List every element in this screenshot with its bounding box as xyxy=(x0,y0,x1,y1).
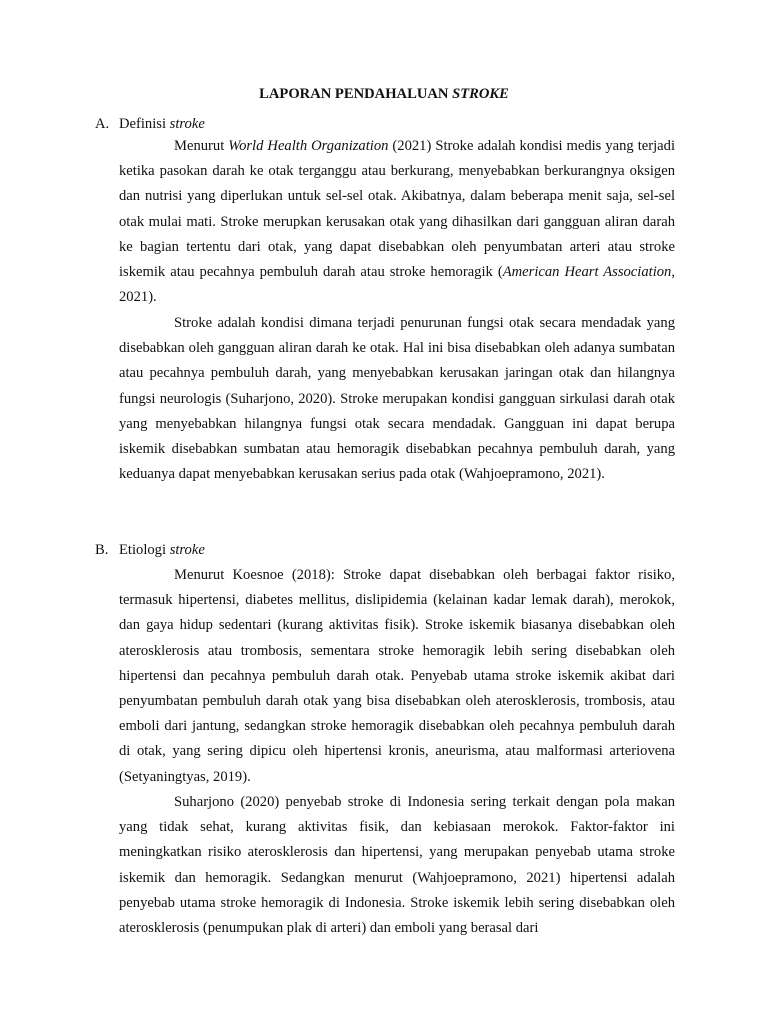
section-b-heading-text: Etiologi xyxy=(119,542,170,558)
section-b-heading-italic: stroke xyxy=(169,542,205,558)
section-a-paragraph-2: Stroke adalah kondisi dimana terjadi penurunan fungsi otak secara mendadak yang disebabkan oleh gangguan aliran darah ke otak. Hal ini bisa disebabkan oleh adanya sumbatan atau pecahnya pembuluh darah, yang menyebabkan kerusakan jaringan otak dan hilangnya fungsi neurologis (Suharjono, 2020). Stroke merupakan kondisi gangguan sirkulasi darah otak yang menyebabkan hilangnya fungsi otak secara mendadak. Gangguan ini dapat berupa iskemik disebabkan sumbatan atau hemoragik disebabkan pecahnya pembuluh darah, yang keduanya dapat menyebabkan kerusakan serius pada otak (Wahjoepramono, 2021). xyxy=(119,315,675,483)
section-a-p1-part-2: World Health Organization xyxy=(228,138,389,154)
section-a-p1-part-5: , 2021). xyxy=(119,264,675,306)
title-text: LAPORAN PENDAHALUAN xyxy=(259,86,453,102)
document-title xyxy=(0,84,768,104)
section-a-heading-text: Definisi xyxy=(119,116,170,132)
section-b-paragraph-2: Suharjono (2020) penyebab stroke di Indonesia sering terkait dengan pola makan yang tidak sehat, kurang aktivitas fisik, dan kebiasaan merokok. Faktor-faktor ini meningkatkan risiko aterosklerosis dan hipertensi, yang merupakan penyebab utama stroke iskemik dan hemoragik. Sedangkan menurut (Wahjoepramono, 2021) hipertensi adalah penyebab utama stroke hemoragik di Indonesia. Stroke iskemik lebih sering disebabkan oleh aterosklerosis (penumpukan plak di arteri) dan emboli yang berasal dari xyxy=(119,794,675,937)
section-a-p1-part-1: Menurut xyxy=(174,138,229,154)
section-b-letter: B. xyxy=(95,542,109,558)
section-b-heading xyxy=(95,540,205,560)
section-a-paragraph-1 xyxy=(119,134,675,310)
title-italic-text: STROKE xyxy=(452,86,509,102)
section-a-letter: A. xyxy=(95,116,110,132)
section-a-p1-part-4: American Heart Association xyxy=(502,264,672,281)
section-a-heading-italic: stroke xyxy=(169,116,205,132)
section-a-heading xyxy=(95,114,205,134)
section-a-p1-part-3: (2021) Stroke adalah kondisi medis yang terjadi ketika pasokan darah ke otak terganggu atau berkurang, menyebabkan berkurangnya oksigen dan nutrisi yang diperlukan untuk sel-sel otak. Akibatnya, dalam beberapa menit saja, sel-sel otak mulai mati. Stroke merupkan kerusakan otak yang dihasilkan dari gangguan aliran darah ke bagian tertentu dari otak, yang dapat disebabkan oleh penyumbatan arteri atau stroke iskemik atau pecahnya pembuluh darah atau stroke hemoragik ( xyxy=(119,138,675,281)
section-b-paragraph-1: Menurut Koesnoe (2018): Stroke dapat disebabkan oleh berbagai faktor risiko, termasuk hipertensi, diabetes mellitus, dislipidemia (kelainan kadar lemak darah), merokok, dan gaya hidup sedentari (kurang aktivitas fisik). Stroke iskemik biasanya disebabkan oleh aterosklerosis atau trombosis, sementara stroke hemoragik lebih sering disebabkan oleh hipertensi dan pecahnya pembuluh darah otak. Penyebab utama stroke iskemik akibat dari penyumbatan pembuluh darah otak yang bisa disebabkan oleh aterosklerosis, trombosis, atau emboli dari jantung, sedangkan stroke hemoragik disebabkan oleh pecahnya pembuluh darah di otak, yang sering dipicu oleh hipertensi kronis, aneurisma, atau malformasi arteriovena (Setyaningtyas, 2019). xyxy=(119,567,675,785)
